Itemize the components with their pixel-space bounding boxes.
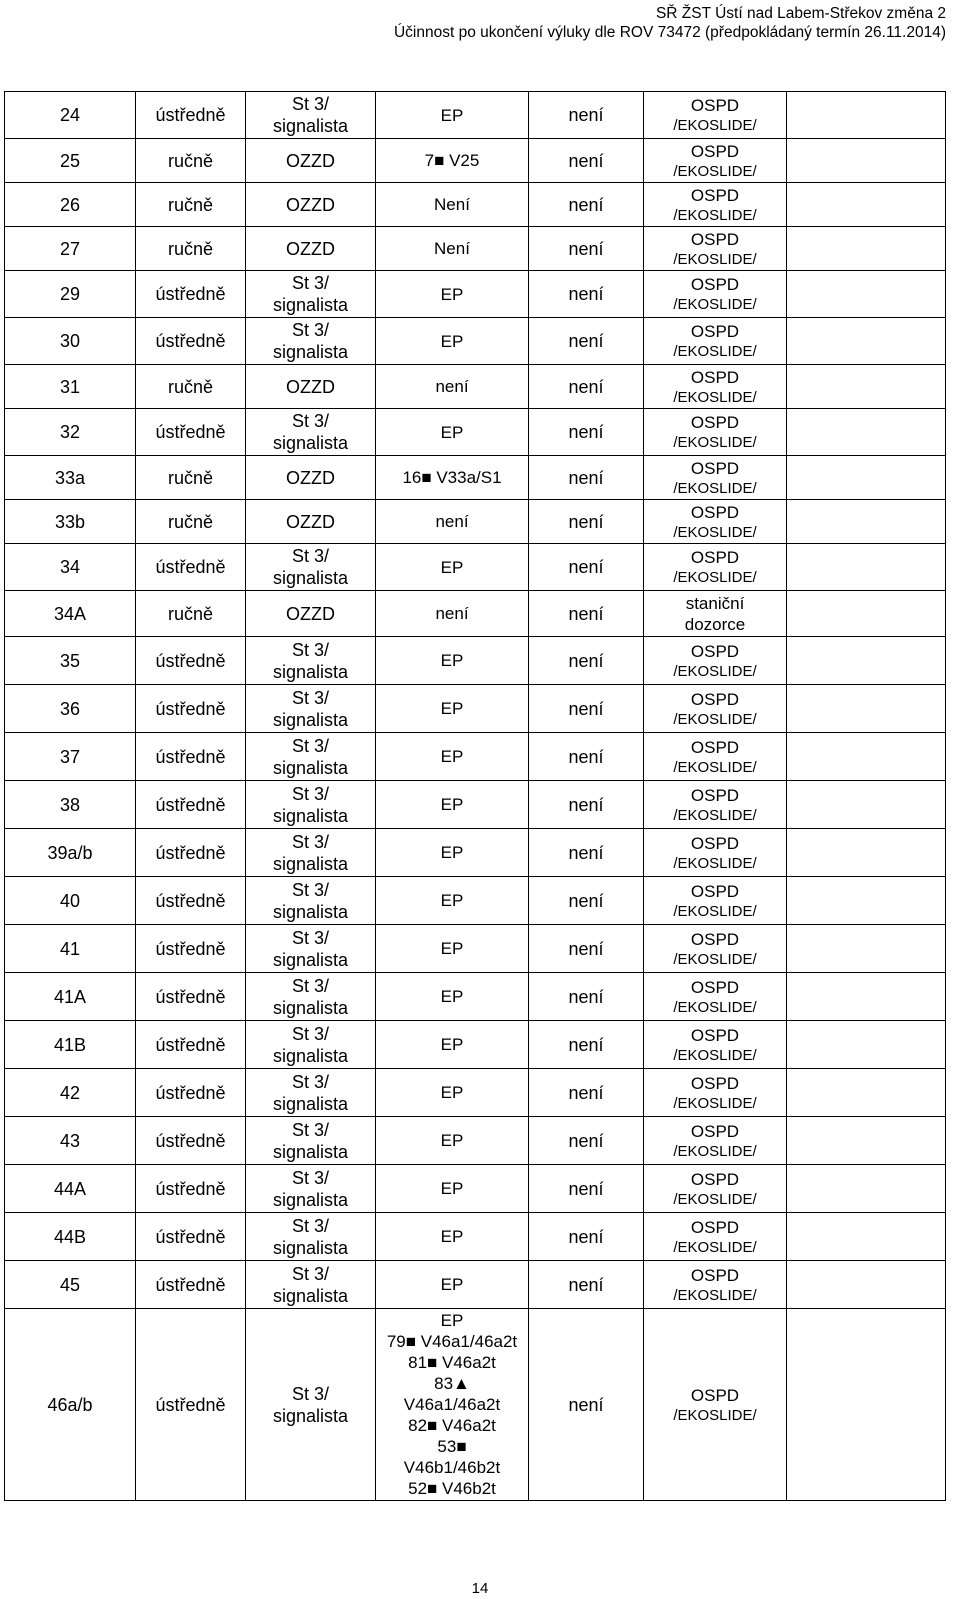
responsible-line-1: OSPD — [690, 275, 740, 294]
table-row — [5, 829, 946, 877]
cell-status: není — [529, 92, 644, 139]
cell-signal: EP — [376, 973, 529, 1021]
cell-empty — [787, 139, 946, 183]
cell-responsible — [644, 92, 787, 139]
cell-control: ústředně — [136, 1309, 246, 1501]
table-row — [5, 1021, 946, 1069]
responsible-line-2: /EKOSLIDE/ — [673, 1406, 757, 1424]
table-row — [5, 500, 946, 544]
page-header — [394, 4, 946, 42]
cell-signal: EP — [376, 544, 529, 591]
table-row — [5, 318, 946, 365]
cell-number: 46a/b — [5, 1309, 136, 1501]
cell-operator: St 3/ signalista — [246, 544, 376, 591]
cell-responsible — [644, 1117, 787, 1165]
cell-operator: St 3/ signalista — [246, 685, 376, 733]
responsible-line-1: OSPD — [690, 785, 740, 805]
responsible-line-2: /EKOSLIDE/ — [673, 388, 757, 406]
cell-empty — [787, 829, 946, 877]
cell-number: 31 — [5, 365, 136, 409]
table-row — [5, 456, 946, 500]
cell-control: ručně — [136, 500, 246, 544]
cell-status: není — [529, 1165, 644, 1213]
responsible-line-1: OSPD — [690, 833, 740, 853]
cell-responsible — [644, 318, 787, 365]
cell-status: není — [529, 456, 644, 500]
cell-status: není — [529, 781, 644, 829]
responsible-line-2: /EKOSLIDE/ — [673, 1046, 757, 1064]
cell-operator: OZZD — [246, 139, 376, 183]
cell-number: 29 — [5, 271, 136, 318]
responsible-line-1: OSPD — [690, 1025, 740, 1045]
table-row — [5, 1165, 946, 1213]
cell-number: 33b — [5, 500, 136, 544]
cell-number: 41B — [5, 1021, 136, 1069]
cell-operator: St 3/ signalista — [246, 781, 376, 829]
cell-signal: není — [376, 365, 529, 409]
cell-responsible — [644, 1213, 787, 1261]
table-row — [5, 733, 946, 781]
cell-number: 44B — [5, 1213, 136, 1261]
cell-signal: EP 79■ V46a1/46a2t 81■ V46a2t 83▲ V46a1/46a2t 82■ V46a2t 53■ V46b1/46b2t 52■ V46b2t — [376, 1309, 529, 1501]
responsible-line-2: /EKOSLIDE/ — [673, 523, 757, 541]
cell-operator: St 3/ signalista — [246, 877, 376, 925]
cell-responsible — [644, 1021, 787, 1069]
table-row — [5, 591, 946, 637]
responsible-line-1: OSPD — [690, 322, 740, 341]
table-row — [5, 973, 946, 1021]
table-row — [5, 877, 946, 925]
cell-control: ústředně — [136, 318, 246, 365]
cell-responsible — [644, 271, 787, 318]
responsible-line-1: OSPD — [690, 1169, 740, 1189]
responsible-line-2: /EKOSLIDE/ — [673, 806, 757, 824]
cell-empty — [787, 456, 946, 500]
table-row — [5, 1309, 946, 1501]
responsible-line-1: OSPD — [690, 977, 740, 997]
cell-signal: 16■ V33a/S1 — [376, 456, 529, 500]
cell-responsible — [644, 1309, 787, 1501]
cell-control: ústředně — [136, 92, 246, 139]
cell-empty — [787, 781, 946, 829]
cell-responsible — [644, 925, 787, 973]
responsible-line-1: OSPD — [690, 185, 740, 205]
cell-empty — [787, 1117, 946, 1165]
cell-control: ústředně — [136, 685, 246, 733]
cell-number: 27 — [5, 227, 136, 271]
cell-responsible — [644, 227, 787, 271]
responsible-line-2: /EKOSLIDE/ — [673, 1286, 757, 1304]
cell-status: není — [529, 733, 644, 781]
cell-responsible — [644, 829, 787, 877]
cell-operator: St 3/ signalista — [246, 1309, 376, 1501]
cell-status: není — [529, 829, 644, 877]
cell-status: není — [529, 183, 644, 227]
cell-number: 25 — [5, 139, 136, 183]
cell-operator: St 3/ signalista — [246, 1021, 376, 1069]
table-row — [5, 637, 946, 685]
table-row — [5, 685, 946, 733]
table-row — [5, 544, 946, 591]
cell-operator: OZZD — [246, 500, 376, 544]
responsible-line-1: OSPD — [690, 229, 740, 249]
cell-responsible — [644, 877, 787, 925]
table-row — [5, 925, 946, 973]
cell-control: ústředně — [136, 409, 246, 456]
cell-signal: EP — [376, 1165, 529, 1213]
cell-responsible — [644, 591, 787, 637]
cell-signal: 7■ V25 — [376, 139, 529, 183]
cell-responsible — [644, 637, 787, 685]
cell-operator: St 3/ signalista — [246, 1261, 376, 1309]
cell-empty — [787, 271, 946, 318]
responsible-line-1: staniční — [685, 593, 745, 613]
responsible-line-2: /EKOSLIDE/ — [673, 162, 757, 180]
cell-responsible — [644, 544, 787, 591]
cell-signal: není — [376, 500, 529, 544]
responsible-line-1: OSPD — [690, 1265, 740, 1285]
cell-status: není — [529, 139, 644, 183]
responsible-line-2: /EKOSLIDE/ — [673, 569, 757, 586]
table-row — [5, 1069, 946, 1117]
cell-control: ručně — [136, 227, 246, 271]
cell-status: není — [529, 591, 644, 637]
cell-signal: EP — [376, 1261, 529, 1309]
cell-number: 42 — [5, 1069, 136, 1117]
cell-number: 41 — [5, 925, 136, 973]
table-row — [5, 227, 946, 271]
cell-signal: EP — [376, 637, 529, 685]
cell-responsible — [644, 733, 787, 781]
responsible-line-1: OSPD — [690, 737, 740, 757]
page-number: 14 — [471, 1580, 489, 1597]
cell-empty — [787, 1069, 946, 1117]
responsible-line-1: OSPD — [690, 458, 740, 478]
cell-signal: EP — [376, 409, 529, 456]
cell-control: ústředně — [136, 1117, 246, 1165]
cell-operator: St 3/ signalista — [246, 829, 376, 877]
cell-status: není — [529, 271, 644, 318]
responsible-line-2: /EKOSLIDE/ — [673, 1190, 757, 1208]
cell-status: není — [529, 973, 644, 1021]
cell-operator: St 3/ signalista — [246, 1213, 376, 1261]
cell-status: není — [529, 877, 644, 925]
cell-control: ručně — [136, 591, 246, 637]
cell-signal: není — [376, 591, 529, 637]
cell-operator: OZZD — [246, 591, 376, 637]
responsible-line-1: OSPD — [690, 96, 740, 115]
cell-operator: St 3/ signalista — [246, 1117, 376, 1165]
cell-empty — [787, 92, 946, 139]
responsible-line-2: /EKOSLIDE/ — [673, 662, 757, 680]
cell-number: 40 — [5, 877, 136, 925]
cell-control: ručně — [136, 365, 246, 409]
cell-signal: EP — [376, 1069, 529, 1117]
table-row — [5, 409, 946, 456]
cell-status: není — [529, 227, 644, 271]
responsible-line-1: OSPD — [690, 413, 740, 432]
cell-control: ústředně — [136, 829, 246, 877]
responsible-line-2: /EKOSLIDE/ — [673, 250, 757, 268]
cell-operator: St 3/ signalista — [246, 637, 376, 685]
cell-operator: St 3/ signalista — [246, 1069, 376, 1117]
cell-number: 45 — [5, 1261, 136, 1309]
table-row — [5, 781, 946, 829]
cell-control: ručně — [136, 456, 246, 500]
cell-status: není — [529, 1117, 644, 1165]
cell-responsible — [644, 456, 787, 500]
responsible-line-2: /EKOSLIDE/ — [673, 758, 757, 776]
responsible-line-1: OSPD — [690, 881, 740, 901]
cell-empty — [787, 973, 946, 1021]
responsible-line-2: /EKOSLIDE/ — [673, 343, 757, 360]
cell-number: 43 — [5, 1117, 136, 1165]
table-row — [5, 1213, 946, 1261]
cell-signal: EP — [376, 318, 529, 365]
cell-number: 30 — [5, 318, 136, 365]
cell-status: není — [529, 1261, 644, 1309]
cell-operator: St 3/ signalista — [246, 973, 376, 1021]
cell-number: 34 — [5, 544, 136, 591]
cell-number: 34A — [5, 591, 136, 637]
table-row — [5, 365, 946, 409]
responsible-line-1: OSPD — [690, 1121, 740, 1141]
responsible-line-1: OSPD — [690, 929, 740, 949]
cell-responsible — [644, 500, 787, 544]
cell-status: není — [529, 544, 644, 591]
responsible-line-2: /EKOSLIDE/ — [673, 206, 757, 224]
table-body — [5, 92, 946, 1501]
cell-status: není — [529, 409, 644, 456]
cell-control: ústředně — [136, 1165, 246, 1213]
responsible-line-2: /EKOSLIDE/ — [673, 1238, 757, 1256]
cell-control: ústředně — [136, 973, 246, 1021]
responsible-line-1: OSPD — [690, 1217, 740, 1237]
cell-empty — [787, 544, 946, 591]
cell-status: není — [529, 637, 644, 685]
cell-signal: EP — [376, 829, 529, 877]
table-row — [5, 1117, 946, 1165]
cell-empty — [787, 318, 946, 365]
cell-number: 38 — [5, 781, 136, 829]
responsible-line-1: OSPD — [690, 1385, 740, 1405]
cell-control: ústředně — [136, 781, 246, 829]
table-row — [5, 139, 946, 183]
cell-number: 44A — [5, 1165, 136, 1213]
signal-table — [4, 91, 946, 1501]
cell-operator: OZZD — [246, 183, 376, 227]
cell-responsible — [644, 685, 787, 733]
cell-operator: St 3/ signalista — [246, 318, 376, 365]
cell-operator: St 3/ signalista — [246, 1165, 376, 1213]
cell-control: ústředně — [136, 925, 246, 973]
cell-empty — [787, 637, 946, 685]
responsible-line-2: /EKOSLIDE/ — [673, 950, 757, 968]
cell-responsible — [644, 1261, 787, 1309]
cell-signal: EP — [376, 733, 529, 781]
cell-number: 35 — [5, 637, 136, 685]
responsible-line-2: /EKOSLIDE/ — [673, 902, 757, 920]
cell-number: 36 — [5, 685, 136, 733]
table-row — [5, 1261, 946, 1309]
cell-empty — [787, 1261, 946, 1309]
cell-empty — [787, 591, 946, 637]
cell-number: 32 — [5, 409, 136, 456]
cell-empty — [787, 227, 946, 271]
cell-operator: OZZD — [246, 227, 376, 271]
responsible-line-1: OSPD — [690, 502, 740, 522]
cell-signal: EP — [376, 271, 529, 318]
responsible-line-2: /EKOSLIDE/ — [673, 479, 757, 497]
cell-control: ústředně — [136, 1021, 246, 1069]
cell-control: ústředně — [136, 733, 246, 781]
cell-responsible — [644, 781, 787, 829]
cell-empty — [787, 925, 946, 973]
cell-responsible — [644, 1165, 787, 1213]
cell-responsible — [644, 409, 787, 456]
cell-signal: Není — [376, 183, 529, 227]
cell-signal: EP — [376, 1021, 529, 1069]
cell-status: není — [529, 925, 644, 973]
cell-status: není — [529, 318, 644, 365]
cell-status: není — [529, 1069, 644, 1117]
cell-operator: St 3/ signalista — [246, 92, 376, 139]
responsible-line-1: OSPD — [690, 367, 740, 387]
cell-control: ústředně — [136, 544, 246, 591]
cell-operator: St 3/ signalista — [246, 925, 376, 973]
cell-empty — [787, 1213, 946, 1261]
responsible-line-1: OSPD — [690, 1073, 740, 1093]
cell-empty — [787, 409, 946, 456]
cell-status: není — [529, 365, 644, 409]
cell-control: ústředně — [136, 1069, 246, 1117]
cell-number: 26 — [5, 183, 136, 227]
cell-signal: EP — [376, 925, 529, 973]
cell-signal: EP — [376, 685, 529, 733]
cell-operator: St 3/ signalista — [246, 409, 376, 456]
cell-empty — [787, 733, 946, 781]
cell-empty — [787, 183, 946, 227]
cell-responsible — [644, 1069, 787, 1117]
responsible-line-2: dozorce — [684, 614, 746, 634]
cell-status: není — [529, 685, 644, 733]
cell-signal: EP — [376, 1117, 529, 1165]
cell-empty — [787, 685, 946, 733]
cell-signal: EP — [376, 1213, 529, 1261]
cell-status: není — [529, 1213, 644, 1261]
cell-responsible — [644, 139, 787, 183]
responsible-line-1: OSPD — [690, 141, 740, 161]
responsible-line-2: /EKOSLIDE/ — [673, 710, 757, 728]
cell-number: 24 — [5, 92, 136, 139]
table-row — [5, 92, 946, 139]
responsible-line-2: /EKOSLIDE/ — [673, 1142, 757, 1160]
table-row — [5, 183, 946, 227]
cell-operator: OZZD — [246, 365, 376, 409]
cell-empty — [787, 365, 946, 409]
cell-signal: EP — [376, 92, 529, 139]
cell-signal: EP — [376, 877, 529, 925]
cell-empty — [787, 1165, 946, 1213]
responsible-line-2: /EKOSLIDE/ — [673, 117, 757, 134]
responsible-line-2: /EKOSLIDE/ — [673, 854, 757, 872]
cell-number: 39a/b — [5, 829, 136, 877]
cell-operator: St 3/ signalista — [246, 733, 376, 781]
cell-empty — [787, 1021, 946, 1069]
cell-status: není — [529, 500, 644, 544]
cell-number: 37 — [5, 733, 136, 781]
cell-signal: Není — [376, 227, 529, 271]
responsible-line-2: /EKOSLIDE/ — [673, 1094, 757, 1112]
cell-signal: EP — [376, 781, 529, 829]
cell-operator: OZZD — [246, 456, 376, 500]
cell-control: ručně — [136, 139, 246, 183]
cell-control: ústředně — [136, 877, 246, 925]
cell-number: 41A — [5, 973, 136, 1021]
cell-responsible — [644, 973, 787, 1021]
cell-control: ručně — [136, 183, 246, 227]
cell-number: 33a — [5, 456, 136, 500]
header-line-1: SŘ ŽST Ústí nad Labem-Střekov změna 2 — [655, 5, 946, 22]
responsible-line-2: /EKOSLIDE/ — [673, 998, 757, 1016]
responsible-line-2: /EKOSLIDE/ — [673, 434, 757, 451]
cell-responsible — [644, 365, 787, 409]
responsible-line-1: OSPD — [690, 641, 740, 661]
cell-control: ústředně — [136, 271, 246, 318]
responsible-line-1: OSPD — [690, 689, 740, 709]
cell-operator: St 3/ signalista — [246, 271, 376, 318]
cell-empty — [787, 500, 946, 544]
cell-empty — [787, 877, 946, 925]
cell-control: ústředně — [136, 637, 246, 685]
cell-control: ústředně — [136, 1213, 246, 1261]
responsible-line-1: OSPD — [690, 548, 740, 567]
cell-empty — [787, 1309, 946, 1501]
header-line-2: Účinnost po ukončení výluky dle ROV 73472 (předpokládaný termín 26.11.2014) — [393, 24, 946, 41]
responsible-line-2: /EKOSLIDE/ — [673, 296, 757, 313]
table-row — [5, 271, 946, 318]
cell-status: není — [529, 1309, 644, 1501]
cell-responsible — [644, 183, 787, 227]
cell-status: není — [529, 1021, 644, 1069]
cell-control: ústředně — [136, 1261, 246, 1309]
